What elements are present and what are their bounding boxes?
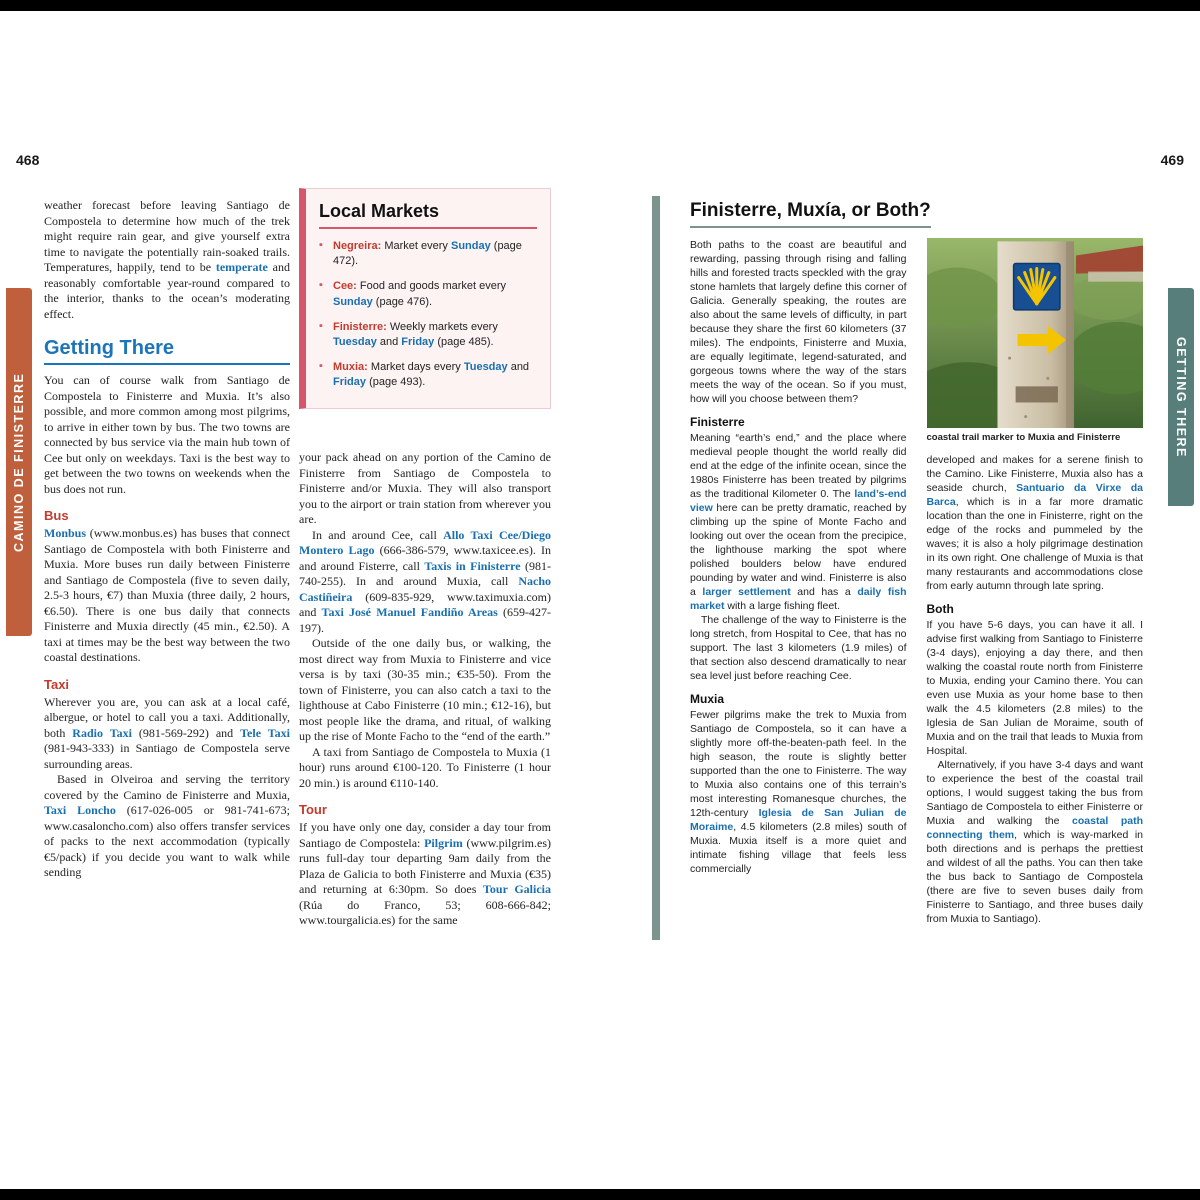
tour-paragraphs [299, 820, 551, 929]
finisterre-muxia-or-both-box [652, 196, 1149, 940]
weather-paragraphs [44, 198, 290, 322]
margin-tab-chapter: CAMINO DE FINISTERRE [6, 288, 32, 636]
paragraph: The challenge of the way to Finisterre is the long stretch, from Hospital to Cee, that has no support. The last 3 kilometers (1.9 miles) of that section also descend dramatically to near sea level just before reaching Cee. [690, 614, 907, 682]
muxia-paragraphs [690, 708, 907, 876]
paragraph: weather forecast before leaving Santiago de Compostela to determine how much of the trek might require rain gear, and give yourself extra time to navigate the potentially rain-soaked trails. Temperatures, happily, tend to be temperate and reasonably comfortable year-round compared to the interior, thanks to the ocean’s moderating effect. [44, 198, 290, 321]
feature-box-title: Finisterre, Muxía, or Both? [690, 200, 931, 228]
local-markets-box [299, 188, 551, 409]
photo-caption: coastal trail marker to Muxia and Finisterre [926, 432, 1121, 443]
margin-tab-section: GETTING THERE [1168, 288, 1194, 506]
bus-subheading: Bus [44, 508, 69, 523]
tour-subheading: Tour [299, 802, 327, 817]
feature-intro-paragraphs [690, 238, 907, 406]
paragraph: ▪ Cee: Food and goods market every Sunday (page 476). [319, 279, 537, 309]
paragraph: Both paths to the coast are beautiful and rewarding, passing through rising and falling hills and forested tracts speckled with the gray stone hamlets that largely define this corner of Galicia. Generally speaking, the routes are also about the same levels of difficulty, in part because they share the first 60 kilometers (37 miles). The endpoints, Finisterre and Muxia, are equally legitimate, legend-saturated, and gorgeous towns where the way of the stars meets the way of the ocean. So if you must, how will you choose between them? [690, 239, 907, 405]
trail-marker-photo [927, 238, 1144, 428]
bus-paragraphs [44, 526, 290, 666]
paragraph: developed and makes for a serene finish to the Camino. Like Finisterre, Muxia also has a seaside church, Santuario da Virxe da Barca, which is in a far more dramatic location than the one in Finisterre, right on the edge of the rocks and pummeled by the waves; it is also a holy pilgrimage destination in its own right. One challenge of Muxia is that many restaurants and accommodations close from early autumn through late spring. [926, 453, 1143, 592]
paragraph: If you have only one day, consider a day tour from Santiago de Compostela: Pilgrim (www.pilgrim.es) runs full-day tour departing 9am daily from the Plaza de Galicia to both Finisterre and Muxia (€35) and returning at 6:30pm. So does Tour Galicia (Rúa do Franco, 53; 608-666-842; www.tourgalicia.es) for the same [299, 820, 551, 927]
feature-box-column-1 [690, 238, 907, 926]
taxi-subheading: Taxi [44, 676, 70, 692]
local-markets-title: Local Markets [319, 201, 537, 229]
left-page-column-2 [299, 450, 551, 929]
paragraph: If you have 5-6 days, you can have it all. I advise first walking from Santiago to Finisterre (3-4 days), enjoying a day there, and then walking the coastal route north from Finisterre to Muxia, ending your Camino there. You can even use Muxia as your home base to then walk the 4.5 kilometers (2.8 miles) to the Iglesia de San Julian de Moraime, south of Muxia and on the trail that leads to Muxia from Hospital. [926, 618, 1143, 757]
pillar-plaque [1015, 386, 1057, 402]
paragraph: Wherever you are, you can ask at a local café, albergue, or hotel to call you a taxi. Additionally, both Radio Taxi (981-569-292) and Tele Taxi (981-943-333) in Santiago de Compostela serve surrounding areas. [44, 694, 290, 771]
muxia-subheading: Muxia [690, 692, 725, 706]
getting-there-heading: Getting There [44, 337, 290, 365]
paragraph: ▪ Muxia: Market days every Tuesday and Friday (page 493). [319, 360, 537, 390]
finisterre-paragraphs [690, 431, 907, 683]
paragraph: Alternatively, if you have 3-4 days and want to experience the best of the coastal trail options, I would suggest taking the bus from Santiago de Compostela to either Finisterre or Muxia and walking the coastal path connecting them, which is way-marked in both directions and is perhaps the prettiest and wildest of all the paths. You can then take the bus back to Santiago de Compostela (there are five to seven buses daily from Finisterre to Santiago, and three buses daily from Muxia to Santiago). [926, 758, 1143, 925]
taxi-continued-paragraphs [299, 450, 551, 791]
paragraph: Monbus (www.monbus.es) has buses that connect Santiago de Compostela with both Finisterre and Muxia. More buses run daily between Finisterre and Santiago de Compostela (five to seven daily, 2.5-3 hours, €7) than Muxia (three daily, 2 hours, €6.50). There is one bus daily that connects Finisterre and Muxia directly (45 min., €2.50). A taxi at times may be the best way between the two coastal destinations. [44, 526, 290, 664]
top-edge-bar [0, 0, 1200, 11]
both-subheading: Both [926, 601, 954, 616]
paragraph: your pack ahead on any portion of the Camino de Finisterre from Santiago de Compostela to Finisterre and/or Muxia. They will also transport you to the airport or train station from wherever you are. [299, 450, 551, 526]
muxia-continued-paragraphs [927, 453, 1144, 593]
paragraph: Outside of the one daily bus, or walking, the most direct way from Muxia to Finisterre and vice versa is by taxi (30-35 min.; €35-50). From the town of Finisterre, you can also catch a taxi to the lighthouse at Cabo Finisterre (10 min.; €12-16), but most people like the drama, and ritual, of walking up the rise of Monte Facho to the “end of the earth.” [299, 636, 551, 743]
paragraph: Fewer pilgrims make the trek to Muxia from Santiago de Compostela, so it can have a slightly more off-the-beaten-path feel. In the high season, the route is slightly better supported than the one to Finisterre. The way to Muxia also contains one of this terrain’s most interesting Romanesque churches, the 12th-century Iglesia de San Julian de Moraime, 4.5 kilometers (2.8 miles) south of Muxia. Muxia itself is a more quiet and intimate fishing village that feels less commercially [690, 709, 907, 875]
getting-there-paragraphs [44, 373, 290, 497]
finisterre-subheading: Finisterre [690, 415, 745, 429]
paragraph: A taxi from Santiago de Compostela to Muxia (1 hour) runs around €100-120. To Finisterre (1 hour 20 min.) is around €110-140. [299, 744, 551, 790]
feature-box-column-2 [927, 238, 1144, 926]
paragraph: In and around Cee, call Allo Taxi Cee/Diego Montero Lago (666-386-579, www.taxicee.es). In and around Fisterre, call Taxis in Finisterre (981-740-255). In and around Muxia, call Nacho Castiñeira (609-835-929, www.taximuxia.com) and Taxi José Manuel Fandiño Areas (659-427-197). [299, 527, 552, 635]
local-markets-list [319, 239, 537, 390]
paragraph: Meaning “earth’s end,” and the place where medieval people thought the world really did end at the edge of the infinite ocean, since the 1980s Finisterre has been treated by pilgrims as the traditional Kilometer 0. The land’s-end view here can be pretty dramatic, reached by climbing up the spine of Monte Facho and looking out over the ocean from the precipice, the lighthouse marking the spot where polished boulders below have endured pounding by water and wind. Finisterre is also a larger settlement and has a daily fish market with a large fishing fleet. [690, 432, 907, 612]
paragraph: ▪ Finisterre: Weekly markets every Tuesday and Friday (page 485). [319, 320, 537, 350]
both-paragraphs [927, 618, 1144, 926]
bottom-edge-bar [0, 1189, 1200, 1200]
trail-marker-photo-svg [927, 238, 1144, 428]
page-number-left: 468 [16, 152, 40, 168]
paragraph: Based in Olveiroa and serving the territory covered by the Camino de Finisterre and Muxia, Taxi Loncho (617-026-005 or 981-741-673; www.casaloncho.com) also offers transfer services of packs to the next accommodation (typically €5/pack) if you decide you want to walk while sending [44, 772, 290, 879]
paragraph: ▪ Negreira: Market every Sunday (page 472). [319, 239, 537, 269]
left-page-column-1 [44, 198, 290, 881]
page-number-right: 469 [1160, 152, 1184, 168]
paragraph: You can of course walk from Santiago de Compostela to Finisterre and Muxia. It’s also possible, and more common among most pilgrims, to arrive in either town by bus. The two towns are connected by bus service via the main hub town of Cee but only on weekdays. Taxi is the best way to get between the two towns on weekends when the bus does not run. [44, 373, 290, 496]
taxi-paragraphs [44, 695, 290, 881]
